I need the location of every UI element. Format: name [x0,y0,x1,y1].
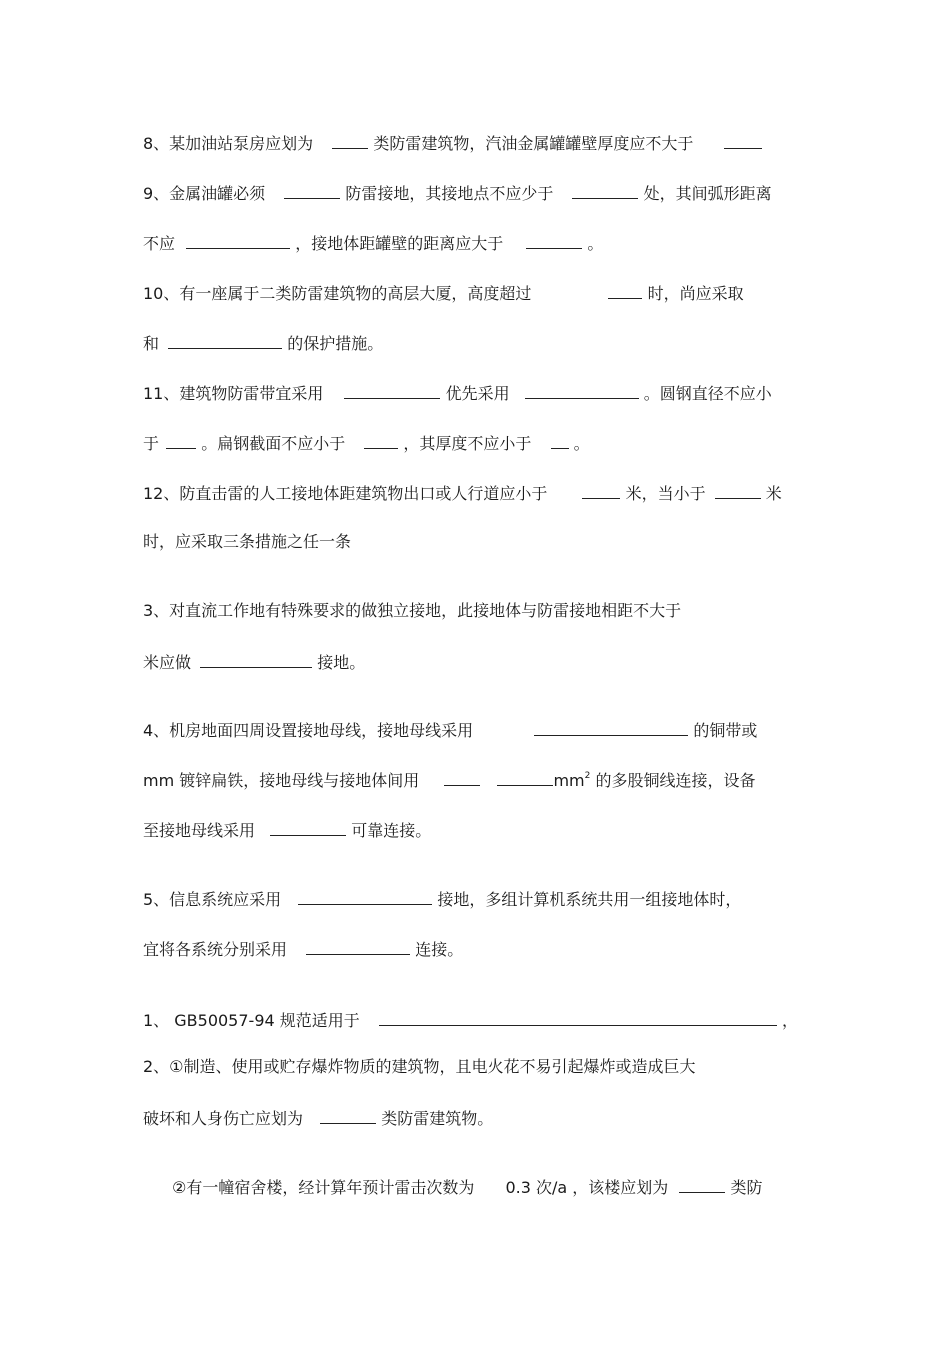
q10-prefix: 10、有一座属于二类防雷建筑物的高层大厦，高度超过 [143,284,532,303]
q11-cont-line [143,431,590,453]
q8-line [143,131,762,153]
q4-cont2-line [143,818,431,840]
q12-end: 米 [765,484,782,503]
q8-prefix: 8、某加油站泵房应划为 [143,134,314,153]
q10-blank-1[interactable] [608,281,642,299]
q2-blank-2[interactable] [679,1175,725,1193]
q9-cont-mid: ，接地体距罐壁的距离应大于 [295,234,504,253]
q11-cont-mid1: 。扁钢截面不应小于 [201,434,346,453]
q4-unit: mm [553,771,585,790]
q2-text: 2、①制造、使用或贮存爆炸物质的建筑物，且电火花不易引起爆炸或造成巨大 [143,1057,696,1076]
q11-blank-1[interactable] [344,381,440,399]
q3-cont-prefix: 米应做 [143,653,192,672]
q9-blank-2[interactable] [572,181,638,199]
q1-prefix: 1、 GB50057-94 规范适用于 [143,1011,360,1030]
q12-line [143,481,782,503]
q11-blank-3[interactable] [166,431,196,449]
q3-line [143,600,681,622]
q1-blank-1[interactable] [379,1008,777,1026]
q8-blank-1[interactable] [332,131,368,149]
q1-line [143,1008,798,1030]
q9-blank-3[interactable] [186,231,290,249]
q10-blank-2[interactable] [168,331,282,349]
q8-mid: 类防雷建筑物，汽油金属罐罐壁厚度应不大于 [373,134,694,153]
q2-sub-prefix: ②有一幢宿舍楼，经计算年预计雷击次数为 [172,1178,475,1197]
q12-blank-2[interactable] [715,481,761,499]
q10-cont-line [143,331,383,353]
q9-prefix: 9、金属油罐必须 [143,184,266,203]
q10-line [143,281,744,303]
q3-cont-end: 接地。 [317,653,366,672]
q11-blank-4[interactable] [364,431,398,449]
q5-prefix: 5、信息系统应采用 [143,890,282,909]
q9-cont-line [143,231,603,253]
q3-cont-line [143,650,365,672]
q5-blank-2[interactable] [306,937,410,955]
q9-mid2: 处，其间弧形距离 [643,184,772,203]
q4-blank-1[interactable] [534,718,688,736]
q12-mid: 米，当小于 [625,484,706,503]
q12-prefix: 12、防直击雷的人工接地体距建筑物出口或人行道应小于 [143,484,548,503]
q11-mid1: 优先采用 [445,384,510,403]
q5-mid: 接地，多组计算机系统共用一组接地体时， [437,890,742,909]
q3-blank-1[interactable] [200,650,312,668]
q4-cont-line [143,768,755,790]
q2-line [143,1056,696,1078]
q12-cont-line [143,531,351,553]
q11-blank-5[interactable] [551,431,569,449]
q3-text: 3、对直流工作地有特殊要求的做独立接地，此接地体与防雷接地相距不大于 [143,601,682,620]
q9-cont-end: 。 [587,234,604,253]
q5-cont-prefix: 宜将各系统分别采用 [143,940,288,959]
q5-blank-1[interactable] [298,887,432,905]
q4-cont-end: 的多股铜线连接，设备 [595,771,756,790]
q5-line [143,887,741,909]
q11-line [143,381,772,403]
q2-cont-prefix: 破坏和人身伤亡应划为 [143,1109,304,1128]
q11-cont-end: 。 [573,434,590,453]
q4-unit-superscript: 2 [584,771,591,781]
q5-cont-line [143,937,463,959]
q5-cont-end: 连接。 [415,940,464,959]
q10-mid: 时，尚应采取 [647,284,744,303]
q4-prefix: 4、机房地面四周设置接地母线，接地母线采用 [143,721,474,740]
q10-cont-end: 的保护措施。 [287,334,384,353]
q11-mid2: 。圆钢直径不应小 [643,384,772,403]
q1-end: ， [781,1011,798,1030]
q12-blank-1[interactable] [582,481,620,499]
q2-sub-mid: ，该楼应划为 [572,1178,669,1197]
q4-blank-2[interactable] [444,768,480,786]
q4-cont2-prefix: 至接地母线采用 [143,821,256,840]
q9-cont-prefix: 不应 [143,234,176,253]
q4-cont-prefix: mm 镀锌扁铁，接地母线与接地体间用 [143,771,420,790]
q11-cont-prefix: 于 [143,434,160,453]
q4-blank-4[interactable] [270,818,346,836]
q2-blank-1[interactable] [320,1106,376,1124]
q8-blank-2[interactable] [724,131,762,149]
q9-blank-1[interactable] [284,181,340,199]
q2-sub-end: 类防 [730,1178,763,1197]
q11-blank-2[interactable] [525,381,639,399]
q12-cont: 时，应采取三条措施之任一条 [143,532,352,551]
q9-mid1: 防雷接地，其接地点不应少于 [345,184,554,203]
q10-cont-prefix: 和 [143,334,160,353]
q9-line [143,181,772,203]
q4-line [143,718,757,740]
q2-cont-line [143,1106,493,1128]
q11-cont-mid2: ，其厚度不应小于 [403,434,532,453]
q2-sub-line [172,1175,763,1197]
q4-end: 的铜带或 [693,721,758,740]
q4-cont2-end: 可靠连接。 [351,821,432,840]
q2-cont-end: 类防雷建筑物。 [381,1109,494,1128]
q11-prefix: 11、建筑物防雷带宜采用 [143,384,324,403]
q4-blank-3[interactable] [497,768,553,786]
q2-sub-value: 0.3 次/a [505,1178,568,1197]
q9-blank-4[interactable] [526,231,582,249]
